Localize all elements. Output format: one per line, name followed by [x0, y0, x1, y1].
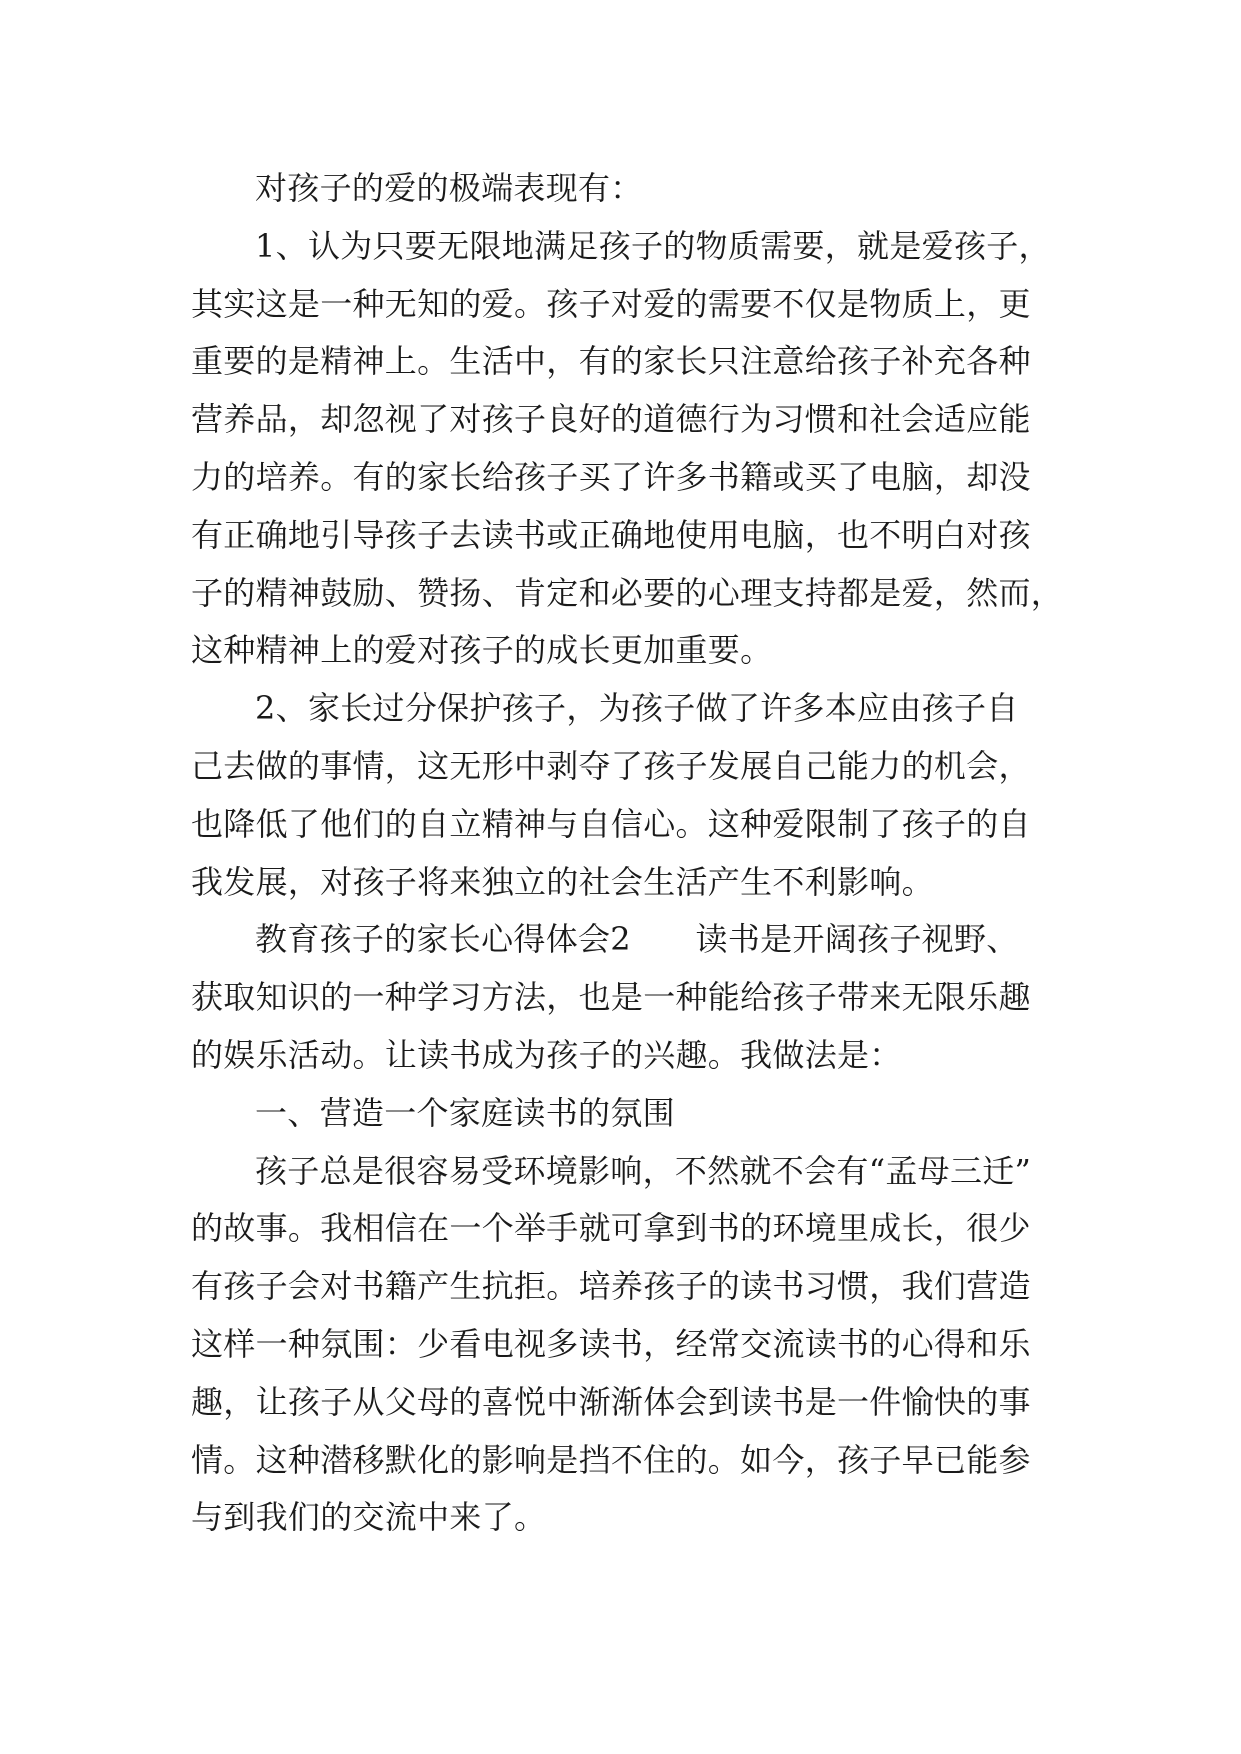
- paragraph-line: 情。这种潜移默化的影响是挡不住的。如今，孩子早已能参: [191, 1440, 1031, 1479]
- paragraph-line: 获取知识的一种学习方法，也是一种能给孩子带来无限乐趣: [191, 978, 1031, 1017]
- paragraph-line: 对孩子的爱的极端表现有：: [255, 169, 643, 207]
- paragraph-line: 趣，让孩子从父母的喜悦中渐渐体会到读书是一件愉快的事: [191, 1382, 1031, 1421]
- paragraph-line: 子的精神鼓励、赞扬、肯定和必要的心理支持都是爱，然而，: [191, 573, 1064, 612]
- paragraph-line: 教育孩子的家长心得体会2 读书是开阔孩子视野、: [255, 920, 1019, 959]
- paragraph-line: 这种精神上的爱对孩子的成长更加重要。: [191, 631, 773, 670]
- paragraph-line: 重要的是精神上。生活中，有的家长只注意给孩子补充各种: [191, 342, 1031, 381]
- paragraph-line: 力的培养。有的家长给孩子买了许多书籍或买了电脑，却没: [191, 457, 1031, 496]
- paragraph-line: 己去做的事情，这无形中剥夺了孩子发展自己能力的机会，: [191, 746, 1031, 785]
- paragraph-line: 2、家长过分保护孩子，为孩子做了许多本应由孩子自: [255, 689, 1019, 728]
- paragraph-line: 这样一种氛围：少看电视多读书，经常交流读书的心得和乐: [191, 1324, 1031, 1363]
- paragraph-line: 也降低了他们的自立精神与自信心。这种爱限制了孩子的自: [191, 804, 1031, 843]
- document-body: [191, 160, 1064, 1547]
- paragraph-line: 营养品，却忽视了对孩子良好的道德行为习惯和社会适应能: [191, 400, 1031, 439]
- paragraph-line: 有孩子会对书籍产生抗拒。培养孩子的读书习惯，我们营造: [191, 1267, 1031, 1306]
- paragraph-line: 有正确地引导孩子去读书或正确地使用电脑，也不明白对孩: [191, 515, 1031, 554]
- paragraph-line: 孩子总是很容易受环境影响，不然就不会有“孟母三迁”: [255, 1151, 1032, 1190]
- paragraph-line: 的娱乐活动。让读书成为孩子的兴趣。我做法是：: [191, 1035, 902, 1074]
- paragraph-line: 与到我们的交流中来了。: [191, 1498, 547, 1537]
- paragraph-line: 的故事。我相信在一个举手就可拿到书的环境里成长，很少: [191, 1209, 1031, 1248]
- paragraph-line: 我发展，对孩子将来独立的社会生活产生不利影响。: [191, 862, 934, 901]
- section-heading: 一、营造一个家庭读书的氛围: [255, 1093, 675, 1132]
- paragraph-line: 1、认为只要无限地满足孩子的物质需要，就是爱孩子，: [255, 226, 1051, 265]
- paragraph-line: 其实这是一种无知的爱。孩子对爱的需要不仅是物质上，更: [191, 284, 1031, 323]
